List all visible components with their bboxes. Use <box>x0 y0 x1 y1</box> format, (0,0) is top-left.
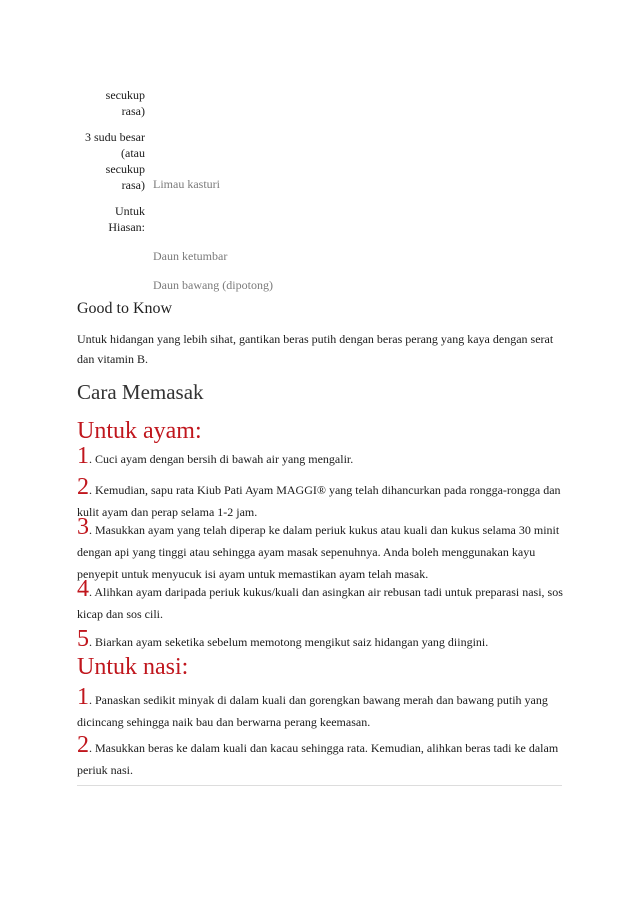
divider-line <box>77 785 562 786</box>
good-to-know-heading: Good to Know <box>77 300 173 317</box>
step-number: 1 <box>77 684 89 710</box>
step-item <box>77 628 567 653</box>
step-text: . Panaskan sedikit minyak di dalam kuali dan gorengkan bawang merah dan bawang putih yang dicincang sehingga naik bau dan berwarna perang keemasan. <box>77 693 548 729</box>
good-to-know-text: Untuk hidangan yang lebih sihat, gantikan beras putih dengan beras perang yang kaya dengan serat dan vitamin B. <box>77 332 554 366</box>
cara-memasak-heading: Cara Memasak <box>77 380 204 404</box>
step-number: 5 <box>77 626 89 652</box>
step-text: . Masukkan beras ke dalam kuali dan kacau sehingga rata. Kemudian, alihkan beras tadi ke dalam periuk nasi. <box>77 741 559 777</box>
ingredient-name: Daun ketumbar <box>153 249 228 263</box>
step-item <box>77 734 567 781</box>
ingredient-name: Limau kasturi <box>153 177 220 191</box>
step-number: 2 <box>77 732 89 758</box>
ingredient-name: Daun bawang (dipotong) <box>153 278 273 292</box>
ingredient-amount: Untuk Hiasan: <box>108 204 145 234</box>
step-text: . Kemudian, sapu rata Kiub Pati Ayam MAGGI® yang telah dihancurkan pada rongga-rongga dan kulit ayam dan perap selama 1-2 jam. <box>77 483 561 519</box>
step-number: 2 <box>77 474 89 500</box>
step-number: 4 <box>77 576 89 602</box>
step-number: 3 <box>77 514 89 540</box>
step-text: . Cuci ayam dengan bersih di bawah air yang mengalir. <box>89 452 354 466</box>
step-item <box>77 578 567 625</box>
step-text: . Alihkan ayam daripada periuk kukus/kuali dan asingkan air rebusan tadi untuk preparasi nasi, sos kicap dan sos cili. <box>77 585 563 621</box>
step-item <box>77 516 567 585</box>
section-heading-nasi: Untuk nasi: <box>77 654 189 680</box>
ingredient-amount: 3 sudu besar (atau secukup rasa) <box>85 130 145 192</box>
step-item <box>77 686 567 733</box>
section-heading-ayam: Untuk ayam: <box>77 418 202 444</box>
ingredient-amount: secukup rasa) <box>105 88 145 118</box>
step-text: . Biarkan ayam seketika sebelum memotong mengikut saiz hidangan yang diingini. <box>89 635 489 649</box>
step-number: 1 <box>77 443 89 469</box>
step-text: . Masukkan ayam yang telah diperap ke dalam periuk kukus atau kuali dan kukus selama 30 minit dengan api yang tinggi atau sehingga ayam masak sepenuhnya. Anda boleh menggunakan kayu penyepit untuk menyucuk isi ayam untuk memastikan ayam telah masak. <box>77 523 560 581</box>
step-item <box>77 445 567 470</box>
